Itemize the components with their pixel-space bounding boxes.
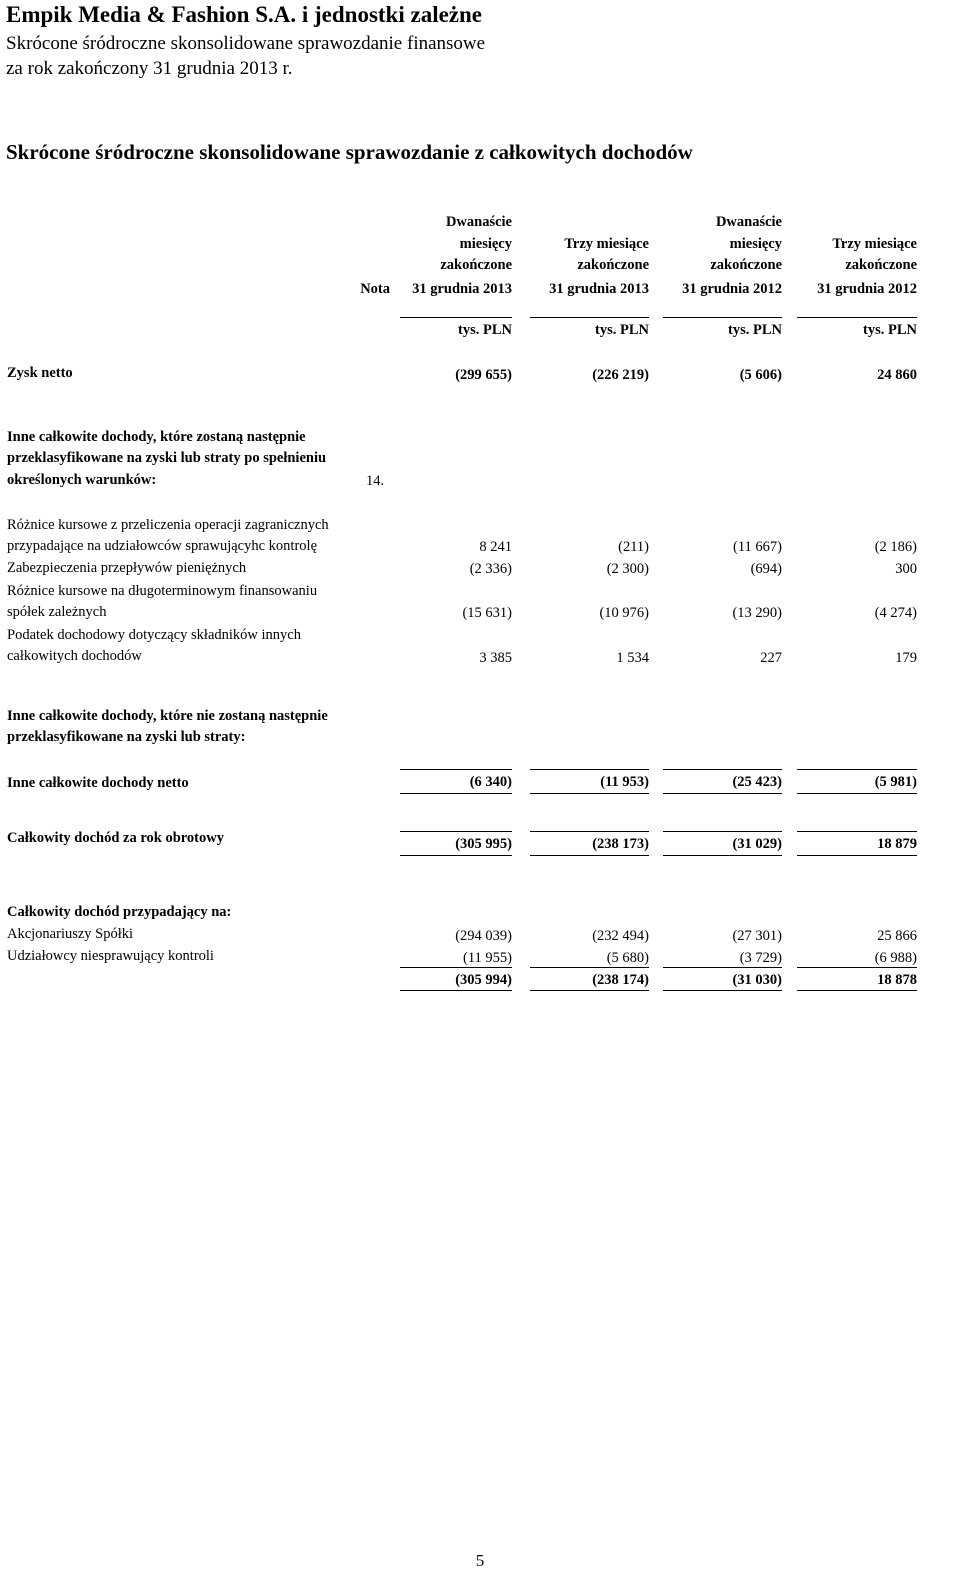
unit-rule (663, 317, 782, 318)
sum-rule (797, 831, 917, 832)
sum-rule (797, 855, 917, 856)
cell-value: (211) (618, 539, 649, 555)
unit-rule (400, 317, 512, 318)
cell-value: (238 174) (592, 972, 649, 988)
col3-header-line: Dwanaście (715, 214, 782, 230)
unit-label: tys. PLN (863, 322, 917, 338)
cell-value: (3 729) (739, 950, 782, 966)
col1-header-date: 31 grudnia 2013 (412, 281, 512, 297)
cell-value: (13 290) (732, 605, 782, 621)
sum-rule (797, 769, 917, 770)
sum-rule (400, 990, 512, 991)
row-label-calkowity: Całkowity dochód za rok obrotowy (7, 830, 224, 846)
cell-value: (238 173) (592, 836, 649, 852)
sum-rule (663, 769, 782, 770)
cell-value: 179 (895, 650, 917, 666)
cell-value: 25 866 (877, 928, 917, 944)
row-label: Różnice kursowe na długoterminowym finansowaniu (7, 583, 318, 599)
unit-label: tys. PLN (458, 322, 512, 338)
unit-label: tys. PLN (595, 322, 649, 338)
sum-rule (400, 855, 512, 856)
row-label: całkowitych dochodów (7, 648, 142, 664)
col3-header-line: zakończone (710, 257, 782, 273)
report-subtitle: Skrócone śródroczne skonsolidowane sprawozdanie finansowe (6, 33, 486, 54)
page-number: 5 (475, 1551, 485, 1570)
sum-rule (400, 831, 512, 832)
row-label: spółek zależnych (7, 604, 107, 620)
cell-value: (305 994) (455, 972, 512, 988)
cell-value: (6 988) (874, 950, 917, 966)
cell-value: (2 186) (874, 539, 917, 555)
sum-rule (530, 967, 649, 968)
col3-header-line: miesięcy (729, 236, 782, 252)
section-heading: przeklasyfikowane na zyski lub straty po spełnieniu (7, 450, 327, 466)
section-heading: Inne całkowite dochody, które zostaną następnie (7, 429, 306, 445)
cell-value: (694) (750, 561, 782, 577)
col2-header-line: Trzy miesiące (564, 236, 649, 252)
cell-value: (305 995) (455, 836, 512, 852)
col3-header-date: 31 grudnia 2012 (682, 281, 782, 297)
col1-header-line: zakończone (440, 257, 512, 273)
sum-rule (530, 793, 649, 794)
cell-value: (6 340) (469, 774, 512, 790)
cell-value: (11 667) (733, 539, 782, 555)
cell-value: (5 680) (606, 950, 649, 966)
row-label: Akcjonariuszy Spółki (7, 926, 134, 942)
sum-rule (663, 990, 782, 991)
cell-value: (2 336) (469, 561, 512, 577)
row-label: Różnice kursowe z przeliczenia operacji zagranicznych (7, 517, 329, 533)
sum-rule (797, 990, 917, 991)
sum-rule (797, 793, 917, 794)
unit-label: tys. PLN (728, 322, 782, 338)
row-label: Podatek dochodowy dotyczący składników innych (7, 627, 301, 643)
company-name: Empik Media & Fashion S.A. i jednostki zależne (6, 2, 483, 27)
cell-value: (31 030) (732, 972, 782, 988)
col2-header-date: 31 grudnia 2013 (549, 281, 649, 297)
cell-value: (299 655) (455, 367, 512, 383)
cell-value: (11 955) (463, 950, 512, 966)
nota-header: Nota (360, 281, 390, 297)
row-label: przypadające na udziałowców sprawującyhc kontrolę (7, 538, 318, 554)
col1-header-line: miesięcy (459, 236, 512, 252)
cell-value: (27 301) (732, 928, 782, 944)
report-period: za rok zakończony 31 grudnia 2013 r. (6, 58, 293, 79)
cell-value: 18 878 (877, 972, 917, 988)
unit-rule (530, 317, 649, 318)
sum-rule (530, 831, 649, 832)
row-label-zysk-netto: Zysk netto (7, 365, 73, 381)
row-label: Udziałowcy niesprawujący kontroli (7, 948, 214, 964)
col4-header-date: 31 grudnia 2012 (817, 281, 917, 297)
sum-rule (400, 967, 512, 968)
cell-value: (5 606) (739, 367, 782, 383)
section-heading: Całkowity dochód przypadający na: (7, 904, 232, 920)
cell-value: 24 860 (877, 367, 917, 383)
section-heading: Inne całkowite dochody, które nie zostaną następnie (7, 708, 328, 724)
cell-value: (232 494) (592, 928, 649, 944)
unit-rule (797, 317, 917, 318)
cell-value: 227 (760, 650, 782, 666)
cell-value: 1 534 (616, 650, 649, 666)
cell-value: (15 631) (462, 605, 512, 621)
section-heading: określonych warunków: (7, 472, 157, 488)
col4-header-line: Trzy miesiące (832, 236, 917, 252)
sum-rule (530, 769, 649, 770)
cell-value: (10 976) (599, 605, 649, 621)
sum-rule (400, 793, 512, 794)
cell-value: 18 879 (877, 836, 917, 852)
sum-rule (530, 855, 649, 856)
col1-header-line: Dwanaście (445, 214, 512, 230)
cell-value: (31 029) (732, 836, 782, 852)
cell-value: (4 274) (874, 605, 917, 621)
cell-value: (294 039) (455, 928, 512, 944)
sum-rule (400, 769, 512, 770)
sum-rule (663, 793, 782, 794)
note-ref: 14. (366, 473, 385, 489)
row-label: Zabezpieczenia przepływów pieniężnych (7, 560, 247, 576)
cell-value: 8 241 (479, 539, 512, 555)
cell-value: (2 300) (606, 561, 649, 577)
col4-header-line: zakończone (845, 257, 917, 273)
sum-rule (530, 990, 649, 991)
sum-rule (797, 967, 917, 968)
section-heading: przeklasyfikowane na zyski lub straty: (7, 729, 246, 745)
cell-value: 300 (895, 561, 917, 577)
sum-rule (663, 967, 782, 968)
cell-value: (25 423) (732, 774, 782, 790)
cell-value: (11 953) (600, 774, 649, 790)
cell-value: 3 385 (479, 650, 512, 666)
col2-header-line: zakończone (577, 257, 649, 273)
cell-value: (5 981) (874, 774, 917, 790)
sum-rule (663, 831, 782, 832)
sum-rule (663, 855, 782, 856)
row-label-inne-netto: Inne całkowite dochody netto (7, 775, 189, 791)
statement-title: Skrócone śródroczne skonsolidowane sprawozdanie z całkowitych dochodów (6, 140, 693, 164)
cell-value: (226 219) (592, 367, 649, 383)
